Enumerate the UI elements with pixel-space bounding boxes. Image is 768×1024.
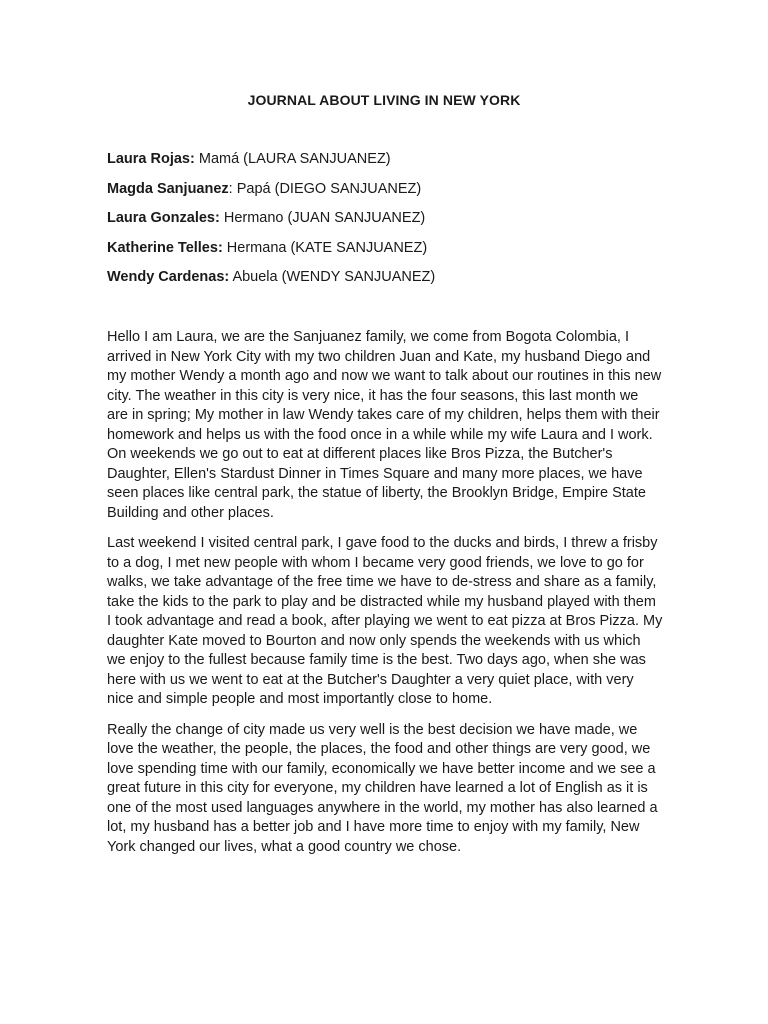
member-role: Hermana (KATE SANJUANEZ) — [222, 239, 428, 256]
paragraph: Hello I am Laura, we are the Sanjuanez family, we come from Bogota Colombia, I arrived in New York City with my two children Juan and Kate, my husband Diego and my mother Wendy a month ago and now we want to talk about our routines in this new city. The weather in this city is very nice, it has the four seasons, this last month we are in spring; My mother in law Wendy takes care of my children, helps them with their homework and helps us with the food once in a while while my wife Laura and I work. On weekends we go out to eat at different places like Bros Pizza, the Butcher's Daughter, Ellen's Stardust Dinner in Times Square and many more places, we have seen places like central park, the statue of liberty, the Brooklyn Bridge, Empire State Building and other places. — [107, 329, 662, 521]
member-line — [107, 150, 667, 180]
member-role: Hermano (JUAN SANJUANEZ) — [219, 210, 426, 226]
paragraph: Really the change of city made us very well is the best decision we have made, we love the weather, the people, the places, the food and other things are very good, we love spending time with our family, economically we have better income and we see a great future in this city for everyone, my children have learned a lot of English as it is one of the most used languages anywhere in the world, my mother has also learned a lot, my husband has a better job and I have more time to enjoy with my family, New York changed our lives, what a good country we chose. — [107, 721, 658, 855]
member-name: Laura Rojas: — [107, 151, 195, 167]
member-name: Katherine Telles: — [107, 239, 223, 256]
member-name: Wendy Cardenas: — [107, 269, 230, 285]
member-role: Abuela (WENDY SANJUANEZ) — [229, 269, 436, 285]
paragraph: Last weekend I visited central park, I gave food to the ducks and birds, I threw a frisby to a dog, I met new people with whom I became very good friends, we love to go for walks, we take advantage of the free time we have to de-stress and share as a family, take the kids to the park to play and be distracted while my husband played with them I took advantage and read a book, after playing we went to eat pizza at Bros Pizza. My daughter Kate moved to Bourton and now only spends the weekends with us which we enjoy to the fullest because family time is the best. Two days ago, when she was here with us we went to eat at the Butcher's Daughter a very quiet place, with very nice and simple people and most importantly close to home. — [107, 535, 663, 707]
member-line — [107, 180, 667, 210]
member-role: : Papá (DIEGO SANJUANEZ) — [228, 180, 422, 197]
member-name: Laura Gonzales: — [107, 210, 220, 226]
member-role: Mamá (LAURA SANJUANEZ) — [194, 151, 391, 167]
journal-body — [107, 328, 663, 868]
member-line — [107, 209, 667, 239]
member-line — [107, 239, 667, 269]
member-line — [107, 268, 667, 298]
page-title: JOURNAL ABOUT LIVING IN NEW YORK — [247, 92, 521, 108]
family-member-list — [107, 150, 667, 298]
member-name: Magda Sanjuanez — [107, 180, 229, 197]
